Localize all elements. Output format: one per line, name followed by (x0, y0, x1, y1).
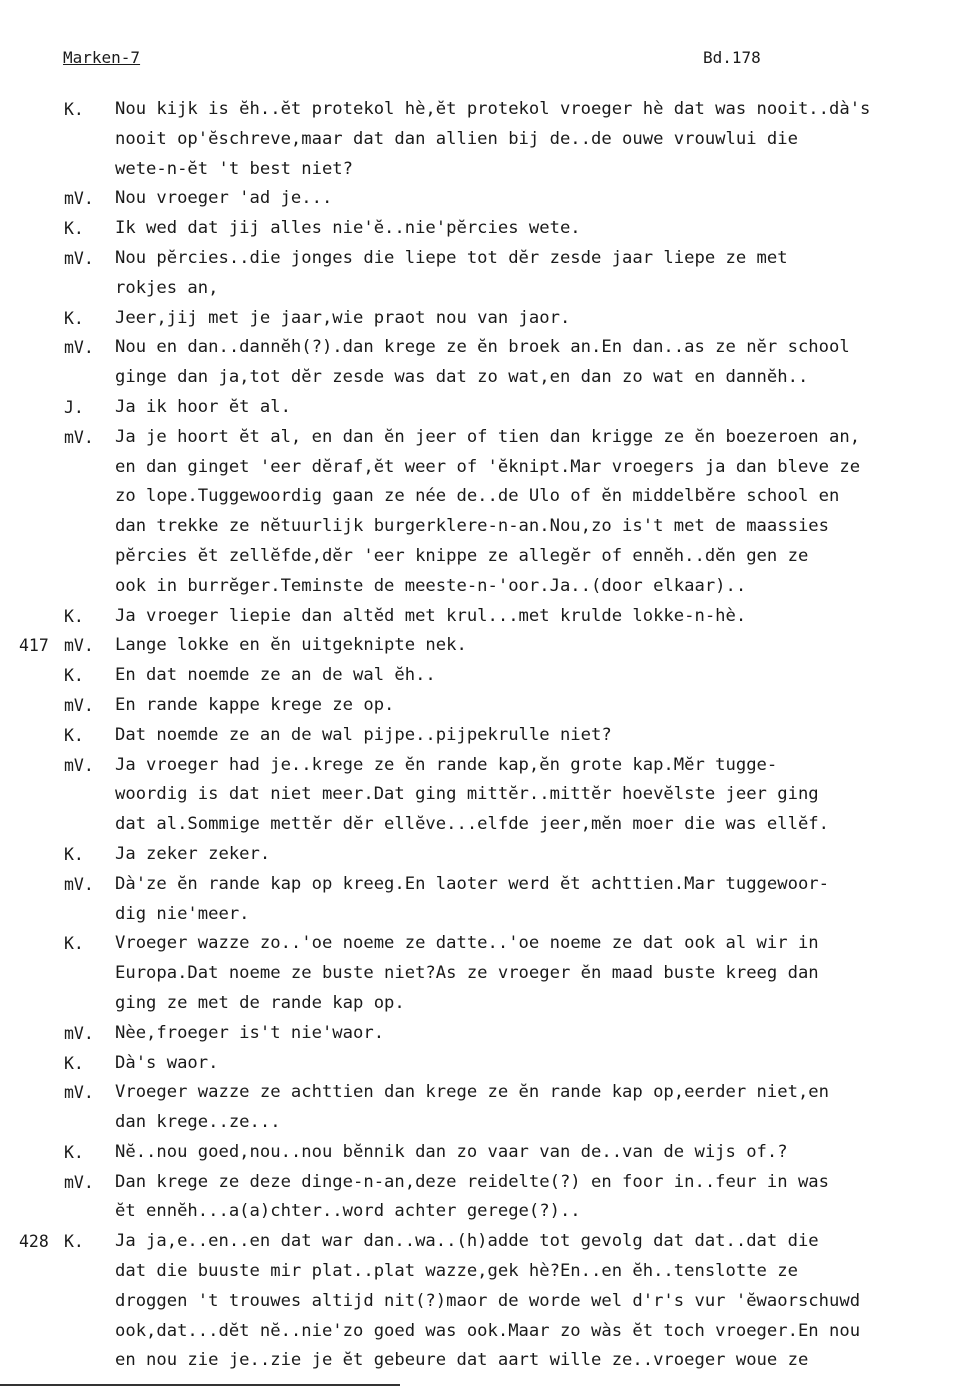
text-line: pĕrcies ĕt zellĕfde,dĕr 'eer knippe ze allegĕr of ennĕh..dĕn gen ze (115, 545, 809, 566)
dialogue-entry (0, 304, 979, 334)
text-line: Nèe,froeger is't nie'waor. (115, 1022, 385, 1043)
dialogue-entry (0, 393, 979, 423)
speaker-label: K. (64, 844, 84, 864)
dialogue-entry (0, 751, 979, 840)
speaker-label: K. (64, 606, 84, 626)
text-line: Ja vroeger liepie dan altĕd met krul...met krulde lokke-n-hè. (115, 605, 747, 626)
text-line: Jeer,jij met je jaar,wie praot nou van jaor. (115, 307, 571, 328)
utterance (115, 214, 975, 244)
text-line: Ja ik hoor ĕt al. (115, 396, 291, 417)
text-line: Dà'ze ĕn rande kap op kreeg.En laoter werd ĕt achttien.Mar tuggewoor- (115, 873, 829, 894)
dialogue-entry (0, 870, 979, 930)
speaker-label: mV. (64, 695, 94, 715)
utterance (115, 721, 975, 751)
text-line: ook,dat...dĕt nĕ..nie'zo goed was ook.Maar zo wàs ĕt toch vroeger.En nou (115, 1320, 861, 1341)
dialogue-entry (0, 1078, 979, 1138)
text-line: Ik wed dat jij alles nie'ĕ..nie'pĕrcies wete. (115, 218, 581, 239)
utterance (115, 423, 975, 602)
dialogue-entry (0, 631, 979, 661)
utterance (115, 333, 975, 393)
speaker-label: mV. (64, 755, 94, 775)
utterance (115, 1138, 975, 1168)
speaker-label: mV. (64, 189, 94, 209)
text-line: ginge dan ja,tot dĕr zesde was dat zo wat,en dan zo wat en dannĕh.. (115, 367, 809, 388)
dialogue-entry (0, 661, 979, 691)
text-line: ĕt ennĕh...a(a)chter..word achter gerege(?).. (115, 1201, 581, 1222)
speaker-label: J. (64, 397, 84, 417)
speaker-label: K. (64, 725, 84, 745)
text-line: Lange lokke en ĕn uitgeknipte nek. (115, 635, 467, 656)
text-line: ging ze met de rande kap op. (115, 992, 405, 1013)
utterance (115, 1078, 975, 1138)
utterance (115, 244, 975, 304)
text-line: wete-n-ĕt 't best niet? (115, 158, 353, 179)
dialogue-entry (0, 602, 979, 632)
text-line: Europa.Dat noeme ze buste niet?As ze vroeger ĕn maad buste kreeg dan (115, 963, 819, 984)
utterance (115, 870, 975, 930)
dialogue-entry (0, 1019, 979, 1049)
text-line: zo lope.Tuggewoordig gaan ze née de..de Ulo of ĕn middelbĕre school en (115, 486, 840, 507)
speaker-label: mV. (64, 338, 94, 358)
line-reference-number: 428 (19, 1232, 49, 1252)
text-line: woordig is dat niet meer.Dat ging mittĕr..mittĕr hoevĕlste jeer ging (115, 784, 819, 805)
text-line: en dan ginget 'eer dĕraf,ĕt weer of 'ĕknipt.Mar vroegers ja dan bleve ze (115, 456, 861, 477)
text-line: dan krege..ze... (115, 1112, 281, 1133)
text-line: Nou pĕrcies..die jonges die liepe tot dĕr zesde jaar liepe ze met (115, 247, 788, 268)
dialogue-entry (0, 1138, 979, 1168)
dialogue-entry (0, 244, 979, 304)
utterance (115, 1019, 975, 1049)
text-line: rokjes an, (115, 277, 219, 298)
utterance (115, 661, 975, 691)
text-line: En dat noemde ze an de wal ĕh.. (115, 665, 436, 686)
text-line: Vroeger wazze ze achttien dan krege ze ĕn rande kap op,eerder niet,en (115, 1082, 829, 1103)
speaker-label: mV. (64, 1172, 94, 1192)
dialogue-entry (0, 184, 979, 214)
line-reference-number: 417 (19, 636, 49, 656)
speaker-label: mV. (64, 1083, 94, 1103)
text-line: Ja ja,e..en..en dat war dan..wa..(h)adde tot gevolg dat dat..dat die (115, 1231, 819, 1252)
dialogue-entry (0, 214, 979, 244)
dialogue-entry (0, 691, 979, 721)
text-line: dat die buuste mir plat..plat wazze,gek hè?En..en ĕh..tenslotte ze (115, 1261, 798, 1282)
utterance (115, 95, 975, 184)
utterance (115, 840, 975, 870)
divider (0, 1384, 400, 1386)
speaker-label: K. (64, 666, 84, 686)
text-line: ook in burrĕger.Teminste de meeste-n-'oor.Ja..(door elkaar).. (115, 575, 747, 596)
text-line: Ja zeker zeker. (115, 843, 271, 864)
speaker-label: K. (64, 219, 84, 239)
text-line: dig nie'meer. (115, 903, 250, 924)
text-line: Dà's waor. (115, 1052, 219, 1073)
utterance (115, 691, 975, 721)
speaker-label: K. (64, 1232, 84, 1252)
utterance (115, 751, 975, 840)
utterance (115, 1168, 975, 1228)
speaker-label: mV. (64, 1023, 94, 1043)
text-line: Nou kijk is ĕh..ĕt protekol hè,ĕt protekol vroeger hè dat was nooit..dà's (115, 99, 871, 119)
dialogue-entry (0, 1049, 979, 1079)
dialogue-entry (0, 929, 979, 1018)
speaker-label: K. (64, 1142, 84, 1162)
speaker-label: mV. (64, 874, 94, 894)
text-line: Ja vroeger had je..krege ze ĕn rande kap,ĕn grote kap.Mĕr tugge- (115, 754, 778, 775)
speaker-label: K. (64, 100, 84, 119)
dialogue-entry (0, 840, 979, 870)
dialogue-entry (0, 333, 979, 393)
speaker-label: mV. (64, 248, 94, 268)
text-line: Vroeger wazze zo..'oe noeme ze datte..'oe noeme ze dat ook al wir in (115, 933, 819, 954)
dialogue-entry (0, 721, 979, 751)
text-line: Nĕ..nou goed,nou..nou bĕnnik dan zo vaar van de..van de wijs of.? (115, 1141, 788, 1162)
document-title: Marken-7 (63, 48, 141, 67)
speaker-label: mV. (64, 427, 94, 447)
text-line: Dan krege ze deze dinge-n-an,deze reidelte(?) en foor in..feur in was (115, 1171, 829, 1192)
dialogue-entry (0, 1227, 979, 1376)
utterance (115, 929, 975, 1018)
text-line: nooit op'ĕschreve,maar dat dan allien bij de..de ouwe vrouwlui die (115, 128, 798, 149)
utterance (115, 184, 975, 214)
dialogue-entry (0, 423, 979, 602)
utterance (115, 631, 975, 661)
transcript (0, 95, 979, 1376)
speaker-label: K. (64, 1053, 84, 1073)
dialogue-entry (0, 1168, 979, 1228)
text-line: en nou zie je..zie je ĕt gebeure dat aart wille ze..vroeger woue ze (115, 1350, 809, 1371)
text-line: dan trekke ze nĕtuurlijk burgerklere-n-an.Nou,zo is't met de maassies (115, 516, 829, 537)
utterance (115, 602, 975, 632)
utterance (115, 1049, 975, 1079)
speaker-label: K. (64, 934, 84, 954)
speaker-label: K. (64, 308, 84, 328)
dialogue-entry (0, 95, 979, 184)
text-line: En rande kappe krege ze op. (115, 694, 395, 715)
utterance (115, 304, 975, 334)
text-line: Dat noemde ze an de wal pijpe..pijpekrulle niet? (115, 724, 612, 745)
text-line: droggen 't trouwes altijd nit(?)maor de worde wel d'r's vur 'ĕwaorschuwd (115, 1290, 861, 1311)
volume-number: Bd.178 (703, 48, 761, 67)
text-line: dat al.Sommige mettĕr dĕr ellĕve...elfde jeer,mĕn moer die was ellĕf. (115, 814, 829, 835)
speaker-label: mV. (64, 636, 94, 656)
text-line: Nou vroeger 'ad je... (115, 188, 333, 209)
text-line: Nou en dan..dannĕh(?).dan krege ze ĕn broek an.En dan..as ze nĕr school (115, 337, 850, 358)
text-line: Ja je hoort ĕt al, en dan ĕn jeer of tien dan krigge ze ĕn boezeroen an, (115, 426, 861, 447)
utterance (115, 393, 975, 423)
utterance (115, 1227, 975, 1376)
